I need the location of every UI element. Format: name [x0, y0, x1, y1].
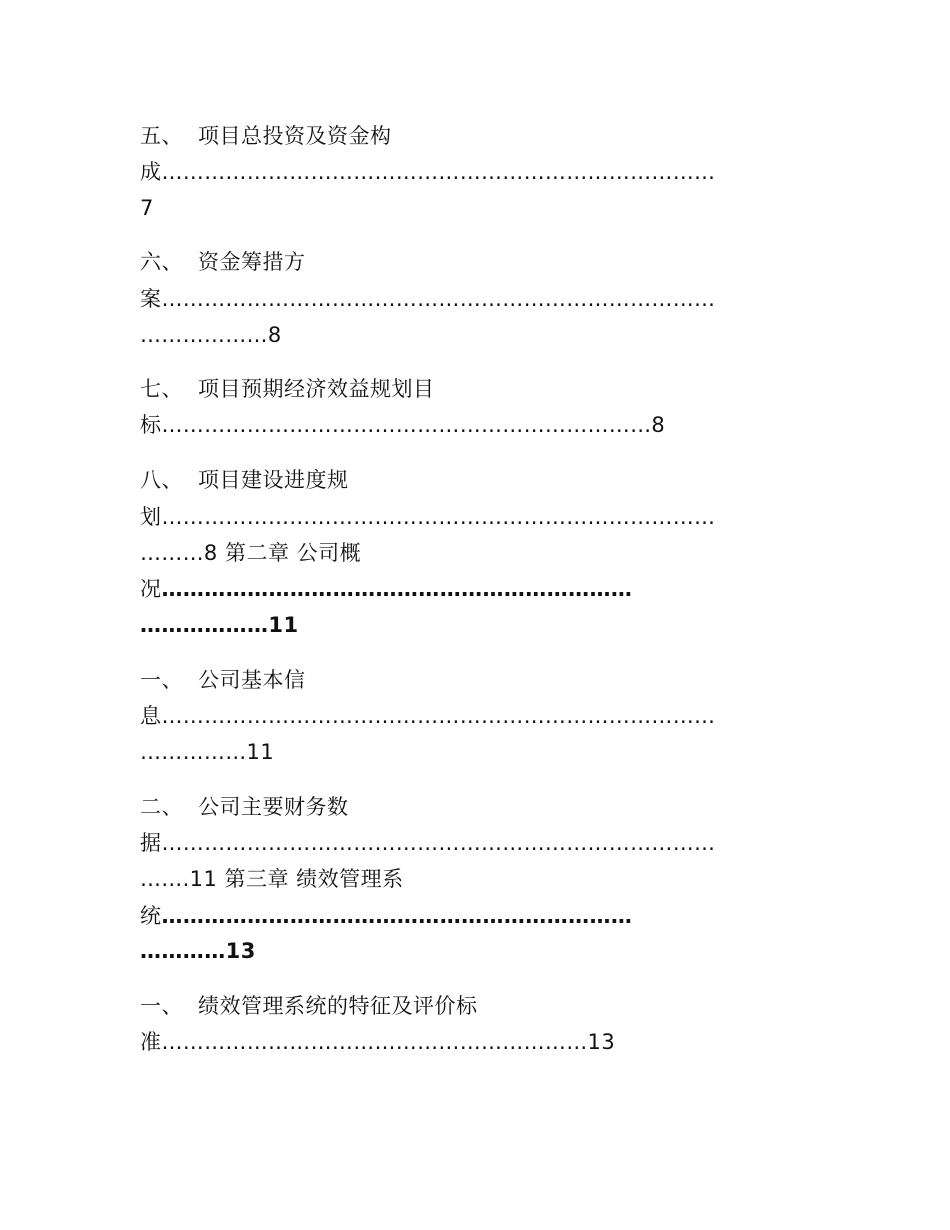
toc-entry-title-end: 划 [140, 505, 162, 529]
toc-entry-heading [140, 666, 306, 694]
toc-dot-leader: …………………………………………………………………… [161, 287, 716, 311]
toc-dot-leader: ………… [140, 939, 226, 963]
toc-page-number: 8 [203, 541, 218, 565]
toc-page-number: 8 [651, 413, 666, 437]
toc-entry-title: 项目预期经济效益规划目 [198, 377, 435, 401]
toc-entry-number: 八、 [140, 468, 183, 492]
toc-entry-title: 项目建设进度规 [198, 468, 349, 492]
toc-entry-leader-line [140, 158, 715, 186]
toc-entry-leader-line [140, 503, 715, 531]
toc-page-line [140, 194, 154, 222]
toc-page-line [140, 539, 361, 567]
toc-page-number: 13 [225, 939, 256, 963]
toc-entry-leader-line [140, 702, 715, 730]
toc-chapter-title-end: 况 [140, 577, 162, 601]
toc-entry-title: 项目总投资及资金构 [198, 124, 392, 148]
toc-page-number: 11 [189, 867, 218, 891]
toc-entry-title-end: 据 [140, 831, 162, 855]
toc-entry-title-end: 标 [140, 413, 162, 437]
toc-page-line [140, 738, 274, 766]
toc-dot-leader: …………………………………………………… [161, 1030, 588, 1054]
toc-entry-leader-line [140, 1028, 615, 1056]
toc-chapter-page-line [140, 611, 299, 639]
toc-chapter-title-end: 统 [140, 904, 162, 928]
toc-dot-leader: …………………………………………………………………… [161, 505, 716, 529]
toc-page-number: 11 [268, 613, 299, 637]
toc-dot-leader: ………………………………………………………… [161, 904, 633, 928]
toc-dot-leader: ……. [140, 867, 190, 891]
toc-entry-number: 六、 [140, 250, 183, 274]
toc-page-line [140, 865, 404, 893]
toc-page-number: 11 [246, 740, 275, 764]
toc-dot-leader: ………………………………………………………… [161, 577, 633, 601]
toc-chapter-title: 第三章 绩效管理系 [224, 867, 404, 891]
toc-entry-number: 二、 [140, 795, 183, 819]
toc-dot-leader: ……………… [140, 323, 268, 347]
toc-dot-leader: ……… [140, 541, 204, 565]
toc-page-number: 7 [140, 196, 154, 220]
toc-dot-leader: …………………………………………………………………… [161, 831, 716, 855]
toc-dot-leader: …………………………………………………………………… [161, 704, 716, 728]
toc-entry-heading [140, 122, 392, 150]
toc-entry-title: 公司主要财务数 [198, 795, 349, 819]
toc-entry-heading [140, 248, 306, 276]
toc-entry-title-end: 息 [140, 704, 162, 728]
toc-entry-title-end: 准 [140, 1030, 162, 1054]
toc-entry-title: 资金筹措方 [198, 250, 306, 274]
toc-page-number: 8 [267, 323, 282, 347]
toc-entry-title-end: 案 [140, 287, 162, 311]
toc-entry-number: 一、 [140, 668, 183, 692]
toc-entry-number: 五、 [140, 124, 183, 148]
toc-page-number: 13 [587, 1030, 616, 1054]
toc-page-line [140, 321, 282, 349]
toc-entry-title: 绩效管理系统的特征及评价标 [198, 994, 478, 1018]
toc-chapter-leader-line [140, 575, 632, 603]
toc-entry-number: 七、 [140, 377, 183, 401]
toc-dot-leader: …………………………………………………………………… [161, 160, 716, 184]
toc-entry-heading [140, 375, 435, 403]
toc-entry-number: 一、 [140, 994, 183, 1018]
toc-dot-leader: …………………………………………………………… [161, 413, 652, 437]
toc-chapter-title: 第二章 公司概 [224, 541, 362, 565]
toc-entry-heading [140, 793, 349, 821]
toc-chapter-page-line [140, 937, 256, 965]
toc-entry-leader-line [140, 829, 715, 857]
toc-chapter-leader-line [140, 902, 632, 930]
toc-entry-leader-line [140, 285, 715, 313]
toc-entry-title: 公司基本信 [198, 668, 306, 692]
toc-entry-heading [140, 466, 349, 494]
toc-entry-leader-line [140, 411, 665, 439]
toc-dot-leader: ……………… [140, 613, 269, 637]
toc-entry-heading [140, 992, 478, 1020]
toc-entry-title-end: 成 [140, 160, 162, 184]
toc-dot-leader: …………… [140, 740, 247, 764]
